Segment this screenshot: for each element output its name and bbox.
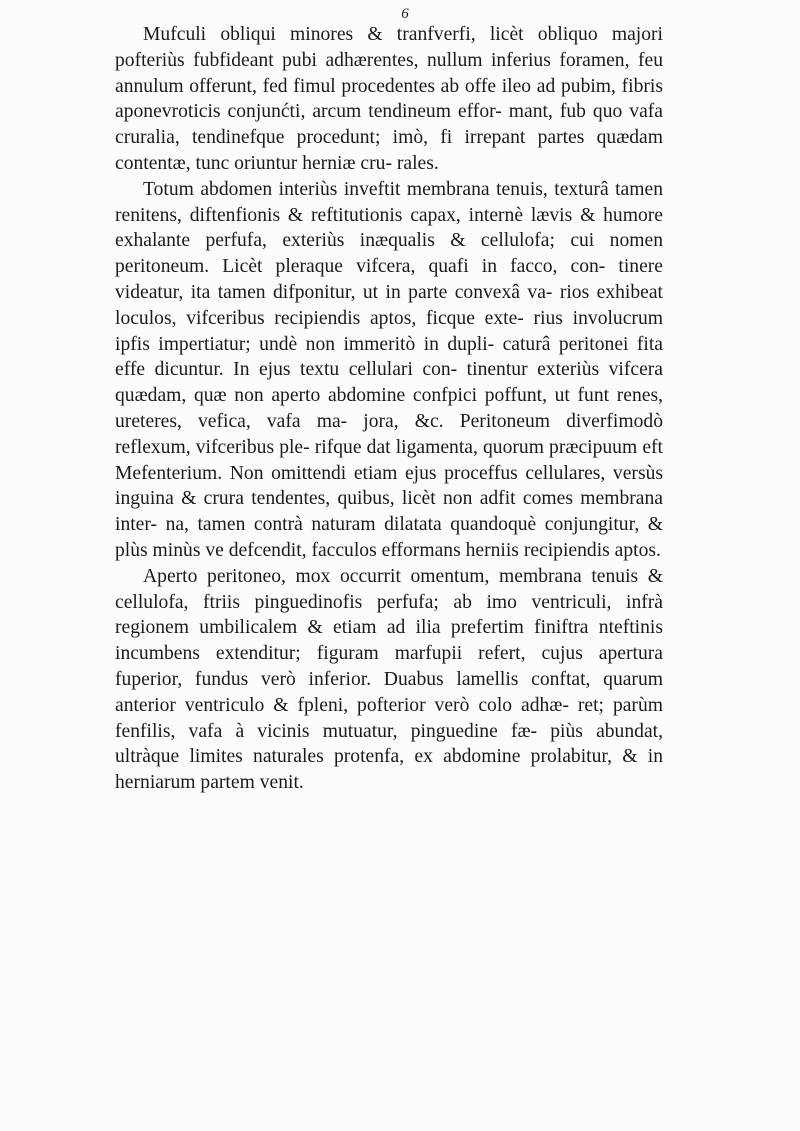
paragraph-omentum: Aperto peritoneo, mox occurrit omentum, membrana tenuis & cellulofa, ftriis pinguedinofis perfufa; ab imo ventriculi, infrà regionem umbilicalem & etiam ad ilia prefertim finiftra nteftinis incumbens extenditur; figuram marfupii refert, cujus apertura fuperior, fundus verò inferior. Duabus lamellis conftat, quarum anterior ventriculo & fpleni, pofterior verò colo adhæ- ret; parùm fenfilis, vafa à vicinis mutuatur, pinguedine fæ- piùs abundat, ultràque limites naturales protenfa, ex abdomine prolabitur, & in herniarum partem venit. — [115, 565, 663, 794]
paragraph-peritoneum: Totum abdomen interiùs inveftit membrana tenuis, texturâ tamen renitens, diftenfionis & reftitutionis capax, internè lævis & humore exhalante perfufa, exteriùs inæqualis & cellulofa; cui nomen peritoneum. Licèt pleraque vifcera, quafi in facco, con- tinere videatur, ita tamen difponitur, ut in parte convexâ va- rios exhibeat loculos, vifceribus recipiendis aptos, ficque exte- rius involucrum ipfis impertiatur; undè non immeritò in dupli- caturâ peritonei fita effe dicuntur. In ejus textu cellulari con- tinentur exteriùs vifcera quædam, quæ non aperto abdomine confpici poffunt, ut funt renes, ureteres, vefica, vafa ma- jora, &c. Peritoneum diverfimodò reflexum, vifceribus ple- rifque dat ligamenta, quorum præcipuum eft Mefenterium. Non omittendi etiam ejus proceffus cellulares, versùs inguina & crura tendentes, quibus, licèt non adfit comes membrana inter- na, tamen contrà naturam dilatata quandoquè conjungitur, & plùs minùs ve defcendit, facculos efformans herniis recipiendis aptos. — [115, 178, 663, 561]
paragraph-muscles: Mufculi obliqui minores & tranfverfi, licèt obliquo majori pofteriùs fubfideant pubi adhærentes, nullum inferius foramen, feu annulum offerunt, fed fimul procedentes ab offe ileo ad pubim, fibris aponevroticis conjunćti, arcum tendineum effor- mant, fub quo vafa cruralia, tendinefque procedunt; imò, fi irrepant partes quædam contentæ, tunc oriuntur herniæ cru- rales. — [115, 24, 663, 174]
body-text — [115, 22, 663, 796]
page-number: 6 — [401, 6, 409, 22]
